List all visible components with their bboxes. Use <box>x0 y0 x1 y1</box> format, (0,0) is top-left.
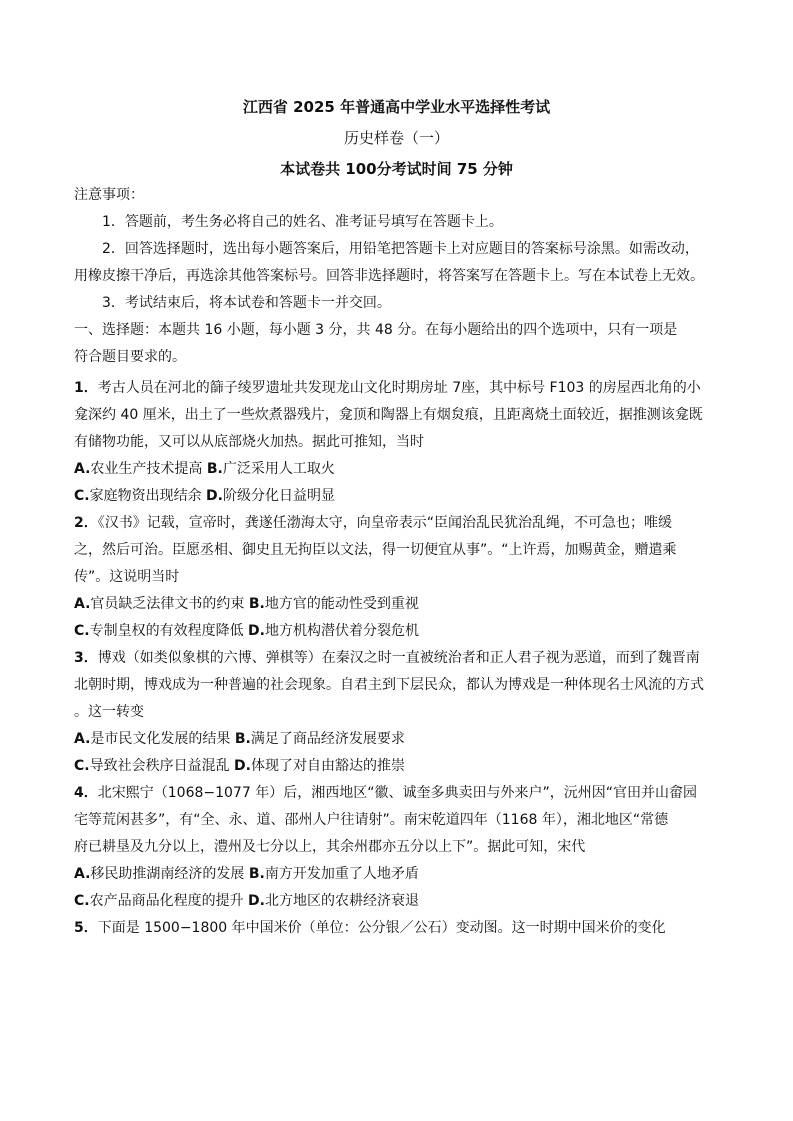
option-text: 地方机构潜伏着分裂危机 <box>265 623 419 639</box>
question-text: 下面是 1500−1800 年中国米价（单位：公分银／公石）变动图。这一时期中国米价的变化 <box>97 920 666 936</box>
option-text: 地方官的能动性受到重视 <box>264 596 419 612</box>
option-text: 官员缺乏法律文书的约束 <box>90 596 245 612</box>
section-heading: 一、选择题：本题共 16 小题，每小题 3 分，共 48 分。在每小题给出的四个选项中，只有一项是 <box>74 322 678 338</box>
question-text: 《汉书》记载，宣帝时，龚遂任渤海太守，向皇帝表示“臣闻治乱民犹治乱绳，不可急也；唯缓 <box>97 515 673 531</box>
question-number: 2． <box>74 515 98 531</box>
option-key: C. <box>74 623 90 639</box>
option-key: A. <box>74 461 91 477</box>
question-stem-line: 。这一转变 <box>74 704 144 720</box>
option-text: 阶级分化日益明显 <box>223 488 335 504</box>
question-stem-line: 有储物功能，又可以从底部烧火加热。据此可推知，当时 <box>74 434 424 450</box>
question-text: 考古人员在河北的篩子绫罗遗址共发现龙山文化时期房址 7座，其中标号 F103 的房屋西北角的小 <box>97 380 701 396</box>
option-text: 专制皇权的有效程度降低 <box>89 623 244 639</box>
option-text: 满足了商品经济发展要求 <box>250 731 405 747</box>
option-key: D. <box>248 623 265 639</box>
question-stem-line <box>74 915 722 942</box>
question-3 <box>74 645 722 780</box>
option-row <box>74 591 722 618</box>
option-text: 移民助推湖南经济的发展 <box>90 866 245 882</box>
option-row <box>74 753 722 780</box>
question-stem-line: 北朝时期，博戏成为一种普遍的社会现象。自君主到下层民众，都认为博戏是一种体现名士风流的方式 <box>74 677 704 693</box>
exam-subtitle: 历史样卷（一） <box>343 129 449 147</box>
option-row <box>74 861 722 888</box>
option-key: C. <box>74 488 90 504</box>
option-key: B. <box>248 866 265 882</box>
question-stem-line: 传”。这说明当时 <box>74 569 180 585</box>
option-key: A. <box>74 866 91 882</box>
notes-line: 1．答题前，考生务必将自己的姓名、准考证号填写在答题卡上。 <box>102 214 503 230</box>
exam-header <box>0 92 793 185</box>
question-text: 博戏（如类似象棋的六博、弹棋等）在秦汉之时一直被统治者和正人君子视为恶道，而到了魏晋南 <box>97 650 700 666</box>
option-key: D. <box>206 488 223 504</box>
option-text: 导致社会秩序日益混乱 <box>89 758 230 774</box>
question-2 <box>74 510 722 645</box>
question-text: 北宋熙宁（1068−1077 年）后，湘西地区“徽、诚奎多典卖田与外来户”，沅州因“官田并山畲园 <box>97 785 697 801</box>
option-text: 是市民文化发展的结果 <box>90 731 231 747</box>
question-4 <box>74 780 722 915</box>
option-key: A. <box>74 731 91 747</box>
question-number: 5． <box>74 920 98 936</box>
question-1 <box>74 375 722 510</box>
section-heading-cont: 符合题目要求的。 <box>74 349 186 365</box>
option-text: 北方地区的农耕经济衰退 <box>265 893 419 909</box>
option-row <box>74 726 722 753</box>
option-key: B. <box>206 461 223 477</box>
option-text: 农业生产技术提高 <box>90 461 203 477</box>
option-text: 南方开发加重了人地矛盾 <box>264 866 419 882</box>
option-row <box>74 483 722 510</box>
notes-heading: 注意事项： <box>74 187 144 203</box>
option-text: 农产品商品化程度的提升 <box>89 893 244 909</box>
question-number: 3． <box>74 650 98 666</box>
option-text: 家庭物资出现结余 <box>89 488 202 504</box>
exam-info: 本试卷共 100分考试时间 75 分钟 <box>280 160 513 178</box>
option-key: A. <box>74 596 91 612</box>
question-stem-line: 宅等荒闲甚多”，有“全、永、道、邵州人户往请射”。南宋乾道四年（1168 年），湘北地区“常德 <box>74 812 669 828</box>
exam-title: 江西省 2025 年普通高中学业水平选择性考试 <box>242 98 551 116</box>
question-stem-line <box>74 645 722 672</box>
option-row <box>74 888 722 915</box>
question-stem-line <box>74 780 722 807</box>
question-stem-line <box>74 510 722 537</box>
option-text: 广泛采用人工取火 <box>222 461 335 477</box>
question-stem-line: 龛深约 40 厘米，出土了一些炊煮器残片，龛顶和陶器上有烟炱痕，且距离烧土面较近，据推测该龛既 <box>74 407 703 423</box>
notes-line: 2．回答选择题时，选出每小题答案后，用铅笔把答题卡上对应题目的答案标号涂黑。如需改动， <box>102 241 699 257</box>
option-text: 体现了对自由豁达的推崇 <box>251 758 405 774</box>
question-stem-line <box>74 375 722 402</box>
option-row <box>74 456 722 483</box>
notes-line: 3．考试结束后，将本试卷和答题卡一并交回。 <box>102 295 391 311</box>
question-number: 1． <box>74 380 98 396</box>
exam-content <box>74 182 722 942</box>
option-key: B. <box>248 596 265 612</box>
option-key: C. <box>74 758 90 774</box>
option-key: D. <box>248 893 265 909</box>
notes-line: 用橡皮擦干净后，再选涂其他答案标号。回答非选择题时，将答案写在答题卡上。写在本试卷上无效。 <box>74 268 704 284</box>
question-stem-line: 之，然后可治。臣愿丞相、御史且无拘臣以文法，得一切便宜从事”。“上许焉，加赐黄金，赠遣乘 <box>74 542 677 558</box>
option-key: C. <box>74 893 90 909</box>
question-stem-line: 府已耕垦及九分以上，澧州及七分以上，其余州郡亦五分以上下”。据此可知，宋代 <box>74 839 586 855</box>
question-number: 4． <box>74 785 98 801</box>
option-key: D. <box>234 758 251 774</box>
question-5 <box>74 915 722 942</box>
option-key: B. <box>234 731 251 747</box>
option-row <box>74 618 722 645</box>
